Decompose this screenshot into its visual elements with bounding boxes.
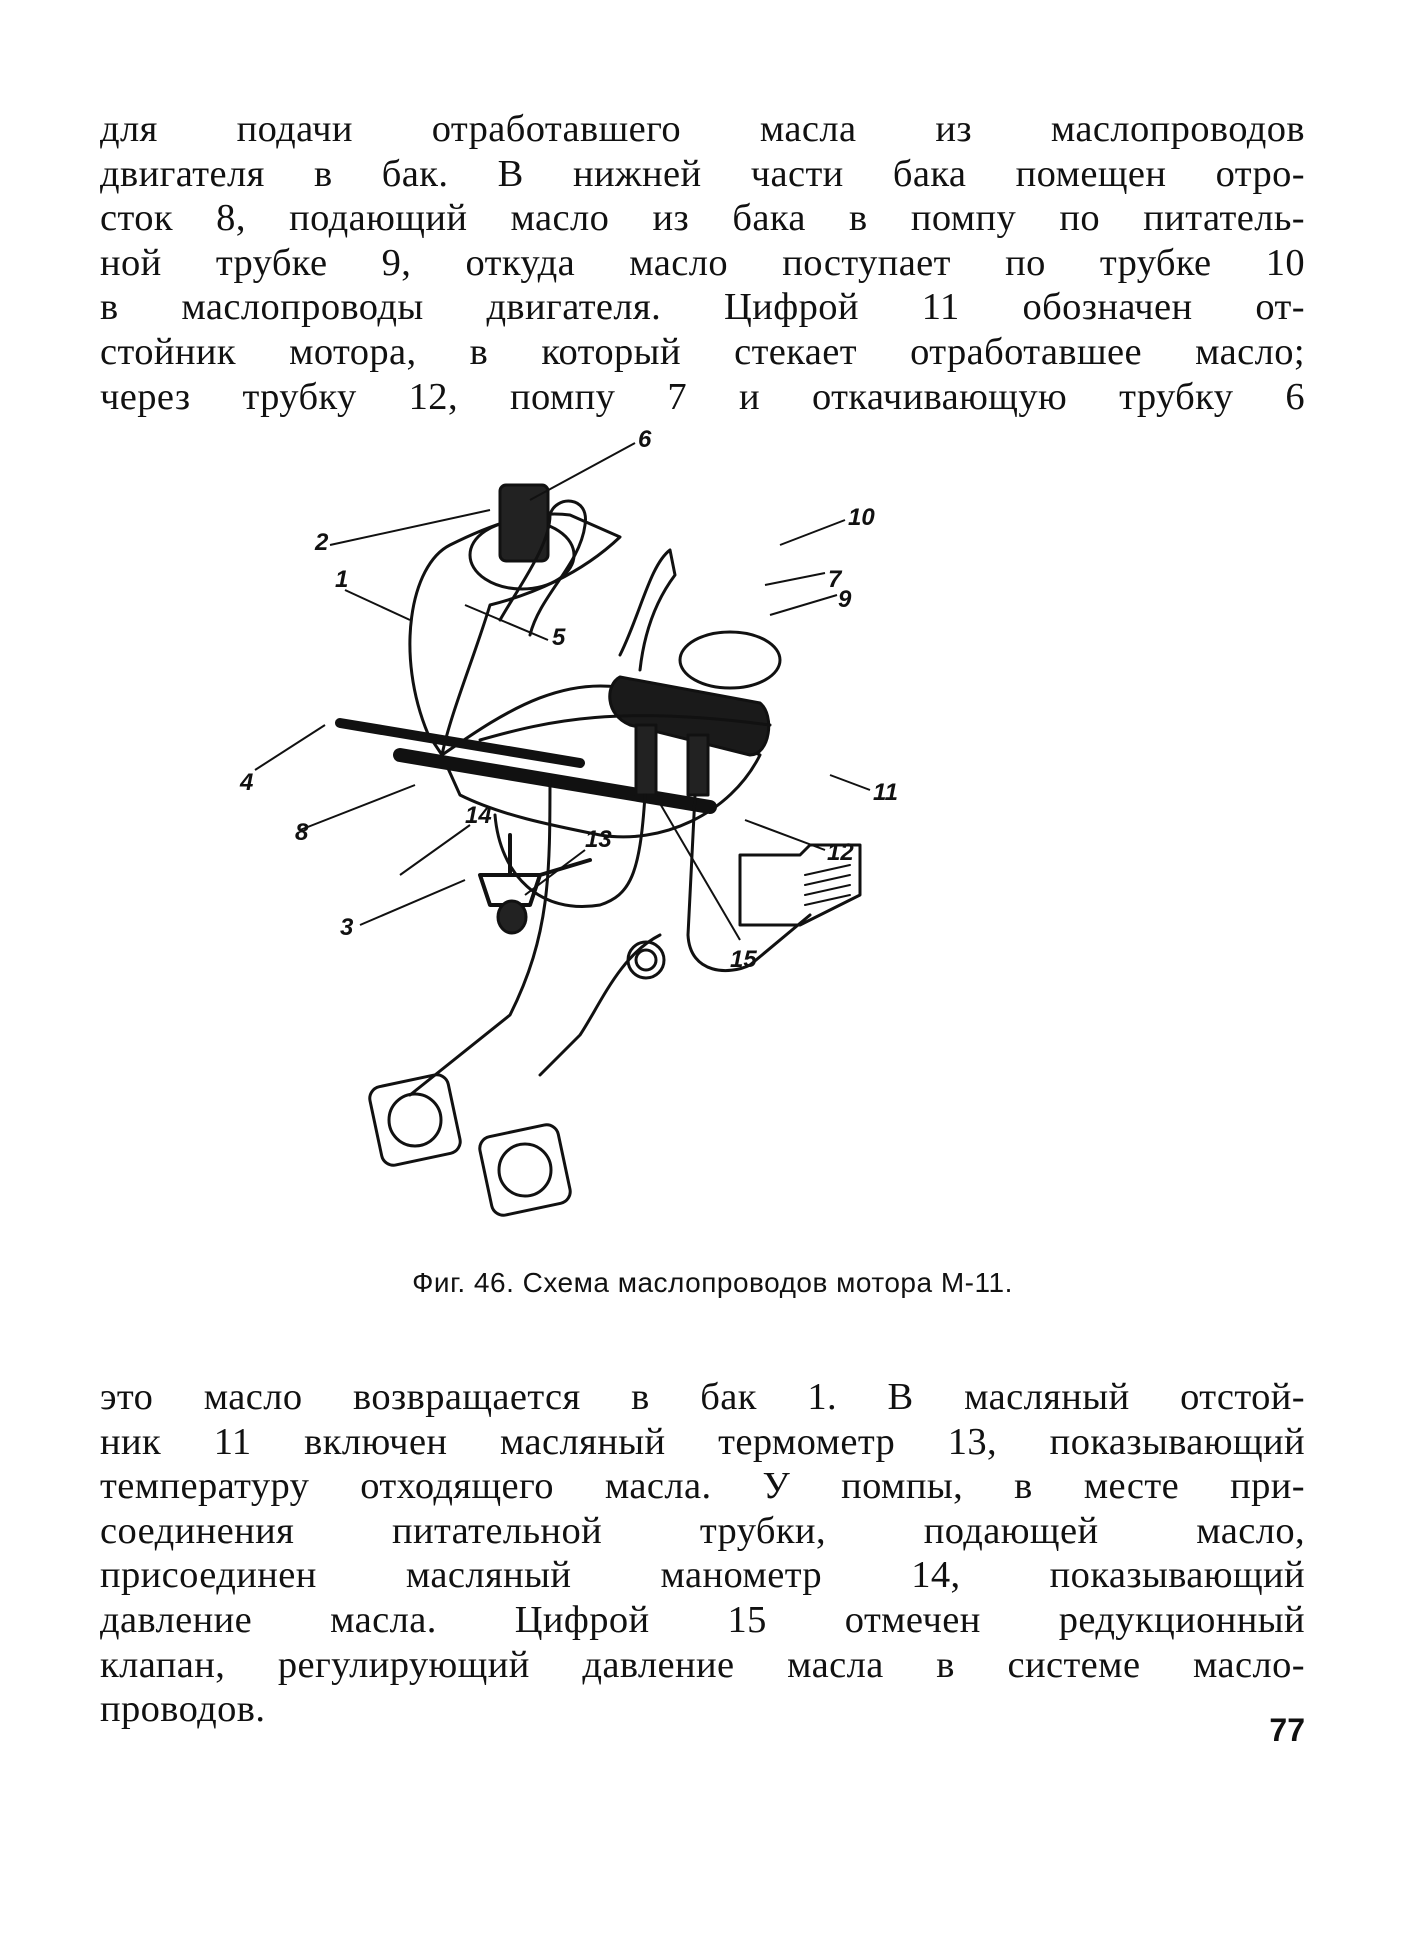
text-line: ник 11 включен масляный термометр 13, показывающий: [100, 1420, 1305, 1463]
label-15: 15: [730, 946, 757, 973]
oil-thermometer-13: [478, 1123, 573, 1218]
label-2: 2: [315, 529, 329, 556]
label-11: 11: [873, 779, 898, 806]
coil: [628, 942, 664, 978]
pipe-13: [540, 935, 660, 1075]
paragraph-bottom: [100, 1375, 1305, 1732]
text-line: через трубку 12, помпу 7 и откачивающую трубку 6: [100, 375, 1305, 418]
mounting-bar: [340, 723, 580, 763]
label-6: 6: [638, 426, 652, 453]
label-10: 10: [848, 504, 875, 531]
label-7: 7: [828, 566, 842, 593]
pipe-down: [495, 795, 645, 907]
label-14: 14: [465, 802, 492, 829]
label-12: 12: [827, 839, 854, 866]
oil-system-diagram: [240, 426, 1100, 1255]
oil-manometer-14: [368, 1073, 463, 1168]
pump-gear: [680, 632, 780, 688]
diagram-drawing: [240, 426, 1100, 1255]
figure-caption: Фиг. 46. Схема маслопроводов мотора М-11.: [412, 1267, 1013, 1298]
label-13: 13: [585, 826, 612, 853]
text-line: для подачи отработавшего масла из маслопроводов: [100, 108, 1305, 150]
text-line: ной трубке 9, откуда масло поступает по трубке 10: [100, 241, 1305, 284]
text-line: сток 8, подающий масло из бака в помпу по питатель-: [100, 197, 1305, 240]
label-9: 9: [838, 586, 852, 613]
label-3: 3: [340, 914, 354, 941]
label-4: 4: [240, 769, 254, 796]
pipe-10: [620, 550, 675, 670]
paragraph-top: [100, 107, 1305, 419]
label-8: 8: [295, 819, 309, 846]
text-line: стойник мотора, в который стекает отработавшее масло;: [100, 330, 1305, 373]
text-line: присоединен масляный манометр 14, показывающий: [100, 1554, 1305, 1597]
text-line: двигателя в бак. В нижней части бака помещен отро-: [100, 152, 1305, 195]
text-line: проводов.: [100, 1688, 266, 1731]
label-1: 1: [335, 566, 349, 593]
text-line: в маслопроводы двигателя. Цифрой 11 обозначен от-: [100, 286, 1305, 329]
text-line: это масло возвращается в бак 1. В масляный отстой-: [100, 1376, 1305, 1418]
label-5: 5: [552, 624, 566, 651]
text-line: соединения питательной трубки, подающей масло,: [100, 1509, 1305, 1552]
text-line: температуру отходящего масла. У помпы, в месте при-: [100, 1465, 1305, 1508]
text-line: клапан, регулирующий давление масла в системе масло-: [100, 1643, 1305, 1686]
page-number: 77: [1269, 1712, 1305, 1748]
text-line: давление масла. Цифрой 15 отмечен редукционный: [100, 1598, 1305, 1641]
